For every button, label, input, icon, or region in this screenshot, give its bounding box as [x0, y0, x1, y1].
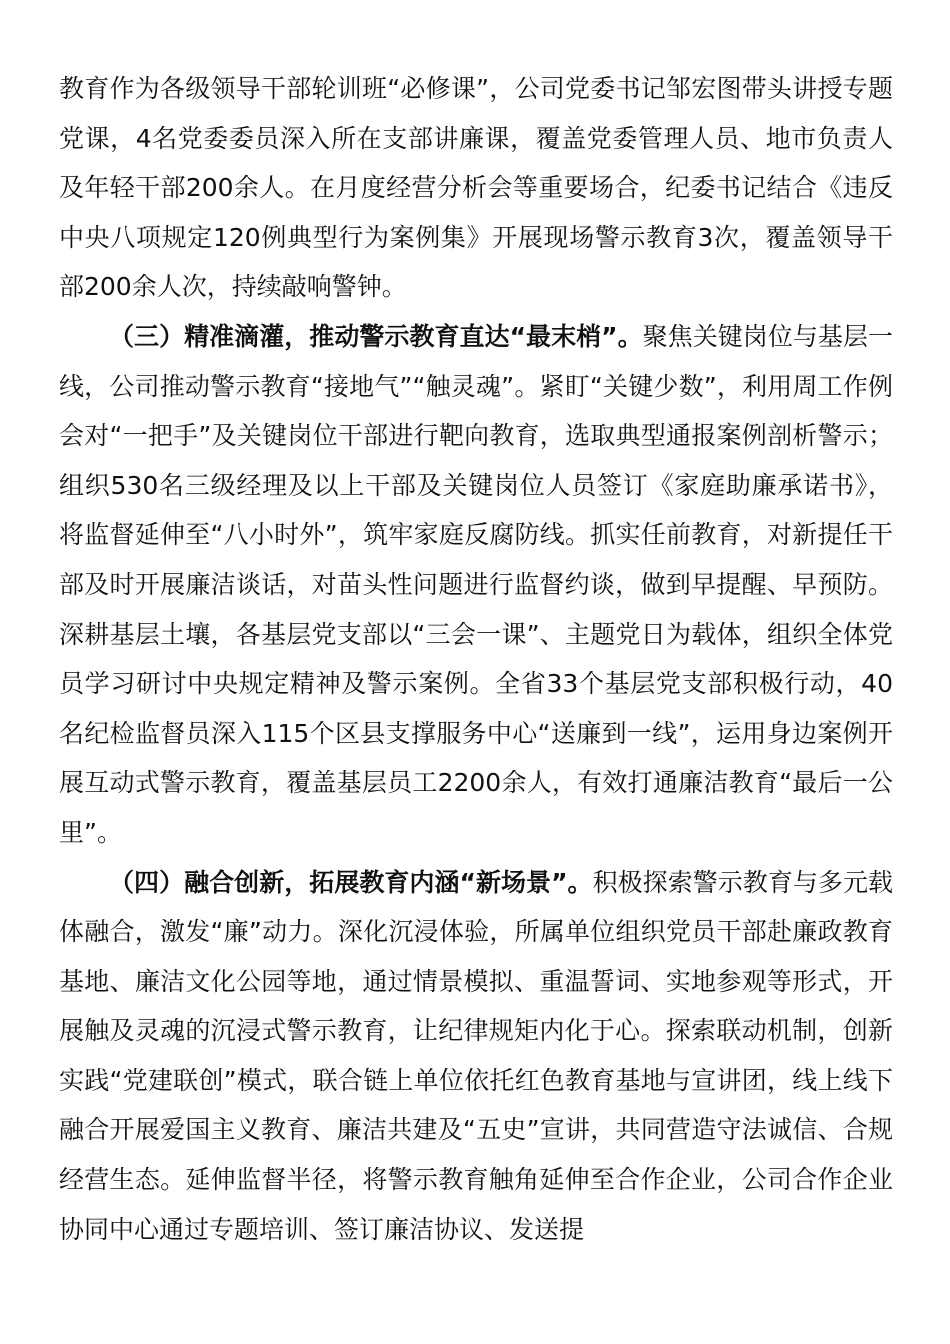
paragraph-text: 教育作为各级领导干部轮训班“必修课”，公司党委书记邹宏图带头讲授专题党课，4名党委委员深入所在支部讲廉课，覆盖党委管理人员、地市负责人及年轻干部200余人。在月度经营分析会等重要场合，纪委书记结合《违反中央八项规定120例典型行为案例集》开展现场警示教育3次，覆盖领导干部200余人次，持续敲响警钟。 — [59, 74, 893, 302]
paragraph-continuation — [59, 64, 893, 312]
document-body — [59, 64, 893, 1254]
paragraph-text: 聚焦关键岗位与基层一线，公司推动警示教育“接地气”“触灵魂”。紧盯“关键少数”，利用周工作例会对“一把手”及关键岗位干部进行靶向教育，选取典型通报案例剖析警示；组织530名三级经理及以上干部及关键岗位人员签订《家庭助廉承诺书》，将监督延伸至“八小时外”，筑牢家庭反腐防线。抓实任前教育，对新提任干部及时开展廉洁谈话，对苗头性问题进行监督约谈，做到早提醒、早预防。深耕基层土壤，各基层党支部以“三会一课”、主题党日为载体，组织全体党员学习研讨中央规定精神及警示案例。全省33个基层党支部积极行动，40名纪检监督员深入115个区县支撑服务中心“送廉到一线”，运用身边案例开展互动式警示教育，覆盖基层员工2200余人，有效打通廉洁教育“最后一公里”。 — [59, 321, 893, 847]
section-heading: （三）精准滴灌，推动警示教育直达“最末梢”。 — [109, 321, 643, 351]
paragraph-section-three — [59, 312, 893, 858]
section-heading: （四）融合创新，拓展教育内涵“新场景”。 — [109, 867, 593, 897]
paragraph-section-four — [59, 858, 893, 1255]
paragraph-text: 积极探索警示教育与多元载体融合，激发“廉”动力。深化沉浸体验，所属单位组织党员干部赴廉政教育基地、廉洁文化公园等地，通过情景模拟、重温誓词、实地参观等形式，开展触及灵魂的沉浸式警示教育，让纪律规矩内化于心。探索联动机制，创新实践“党建联创”模式，联合链上单位依托红色教育基地与宣讲团，线上线下融合开展爱国主义教育、廉洁共建及“五史”宣讲，共同营造守法诚信、合规经营生态。延伸监督半径，将警示教育触角延伸至合作企业，公司合作企业协同中心通过专题培训、签订廉洁协议、发送提 — [59, 867, 893, 1244]
